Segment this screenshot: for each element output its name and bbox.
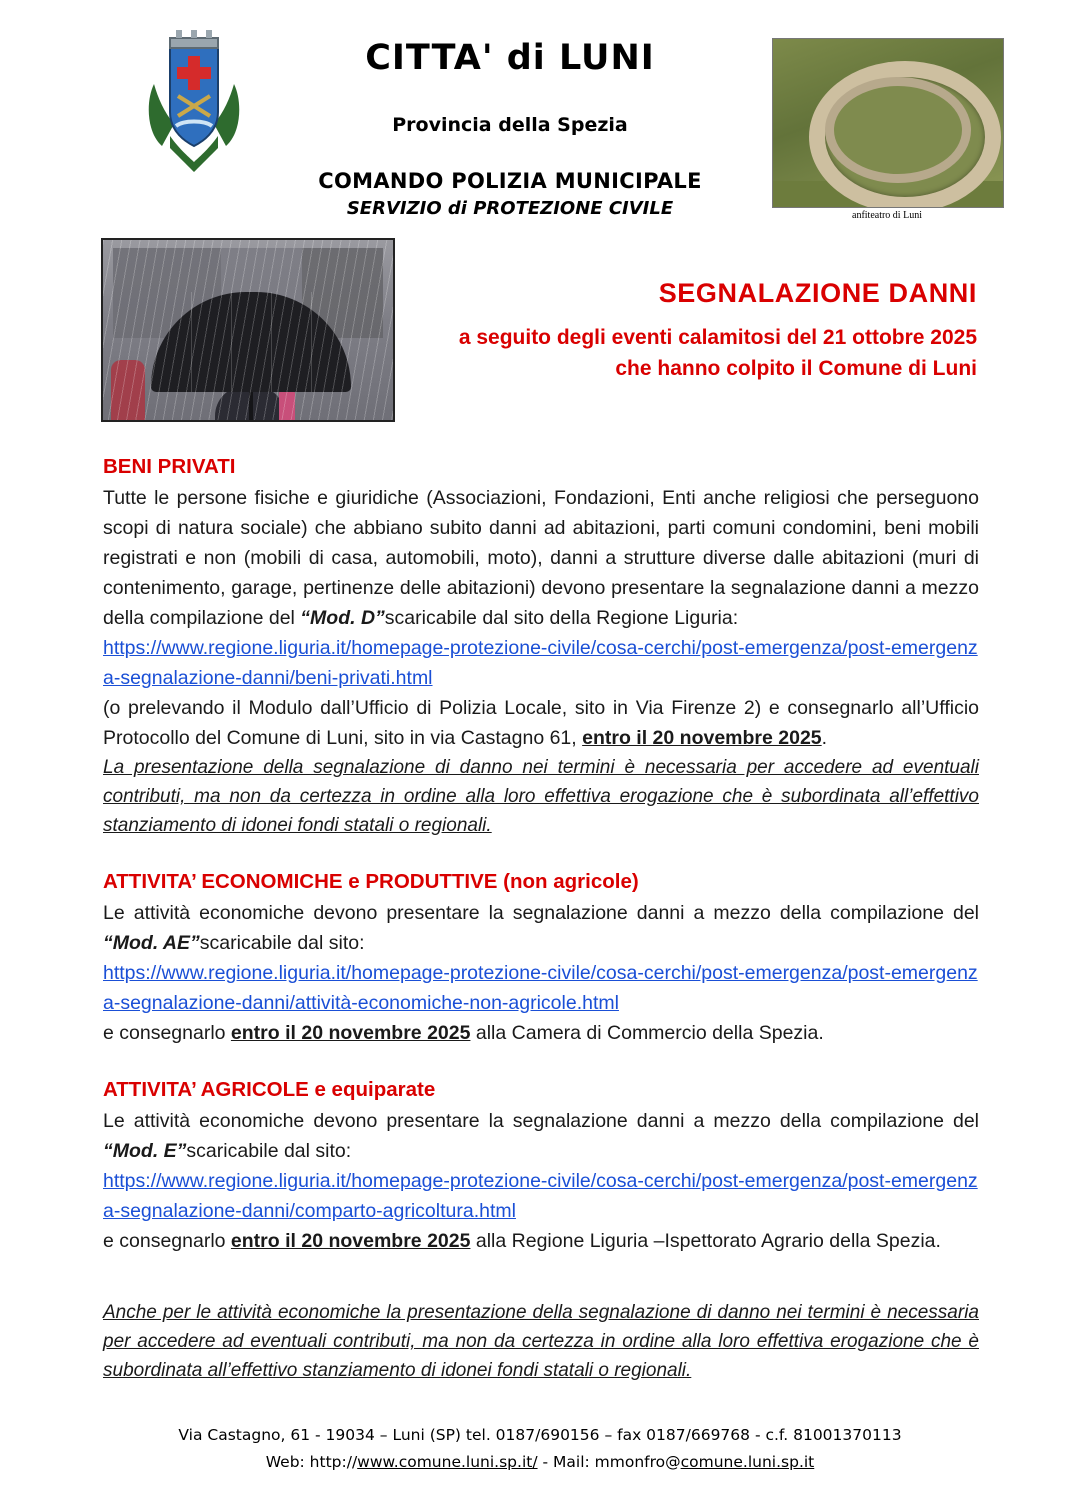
header-titles xyxy=(270,38,750,219)
footer-mail-domain[interactable]: comune.luni.sp.it xyxy=(680,1453,815,1471)
section-heading-agricultural: ATTIVITA’ AGRICOLE e equiparate xyxy=(103,1078,436,1101)
service-line: SERVIZIO di PROTEZIONE CIVILE xyxy=(346,198,674,219)
paragraph-agricultural-1 xyxy=(103,1106,979,1166)
city-crest-icon xyxy=(140,28,248,178)
agricultural-text-1: Le attività economiche devono presentare la segnalazione danni a mezzo della compilazione del xyxy=(103,1110,979,1132)
banner-subtitle-1: a seguito degli eventi calamitosi del 21 ottobre 2025 xyxy=(458,326,977,349)
economic-model: “Mod. AE” xyxy=(103,932,200,954)
banner-subtitle-2: che hanno colpito il Comune di Luni xyxy=(615,357,977,380)
paragraph-agricultural-link xyxy=(103,1166,979,1226)
link-beni-privati[interactable]: https://www.regione.liguria.it/homepage-protezione-civile/cosa-cerchi/post-emergenza/post-emergenza-segnalazione-danni/beni-privati.html xyxy=(103,637,978,689)
paragraph-private-link xyxy=(103,633,979,693)
paragraph-economic-link xyxy=(103,958,979,1018)
banner-row xyxy=(0,232,1080,432)
economic-text-2: scaricabile dal sito: xyxy=(199,932,365,954)
section-heading-private: BENI PRIVATI xyxy=(103,455,236,478)
private-text-2: scaricabile dal sito della Regione Liguria: xyxy=(384,607,739,629)
economic-deadline: entro il 20 novembre 2025 xyxy=(230,1022,471,1044)
paragraph-private-note: La presentazione della segnalazione di danno nei termini è necessaria per accedere ad eventuali contributi, ma non da certezza in ordine alla loro effettiva erogazione che è subordinata all’effettivo stanziamento di idonei fondi statali o regionali. xyxy=(103,757,979,836)
paragraph-final-note: Anche per le attività economiche la presentazione della segnalazione di danno nei termini è necessaria per accedere ad eventuali contributi, ma non da certezza in ordine alla loro effettiva erogazione che è subordinata all’effettivo stanziamento di idonei fondi statali o regionali. xyxy=(103,1302,979,1381)
page-title: CITTA' di LUNI xyxy=(365,38,655,78)
document-body xyxy=(103,455,979,1385)
paragraph-private-2 xyxy=(103,693,979,753)
section-heading-economic: ATTIVITA’ ECONOMICHE e PRODUTTIVE (non agricole) xyxy=(103,870,639,893)
agricultural-deadline: entro il 20 novembre 2025 xyxy=(230,1230,471,1252)
paragraph-agricultural-2 xyxy=(103,1226,979,1256)
private-model: “Mod. D” xyxy=(300,607,385,629)
footer-web-link[interactable]: www.comune.luni.sp.it/ xyxy=(357,1453,538,1471)
economic-text-3-post: alla Camera di Commercio della Spezia. xyxy=(470,1022,824,1044)
agricultural-model: “Mod. E” xyxy=(103,1140,187,1162)
amphitheatre-photo-block xyxy=(772,38,1002,221)
footer-contacts xyxy=(0,1449,1080,1476)
document-footer xyxy=(0,1422,1080,1476)
paragraph-economic-2 xyxy=(103,1018,979,1048)
umbrella-photo xyxy=(101,238,395,422)
private-text-1: Tutte le persone fisiche e giuridiche (Associazioni, Fondazioni, Enti anche religiosi che perseguono scopi di natura sociale) che abbiano subito danni ad abitazioni, parti comuni condomini, beni mobili registrati e non (mobili di casa, automobili, moto), danni a strutture diverse dalle abitazioni (muri di contenimento, garage, pertinenze delle abitazioni) devono presentare la segnalazione danni a mezzo della compilazione del xyxy=(103,487,979,629)
private-deadline: entro il 20 novembre 2025 xyxy=(582,727,822,749)
photo-caption: anfiteatro di Luni xyxy=(852,210,922,221)
private-text-3-end: . xyxy=(821,727,828,749)
economic-text-3-pre: e consegnarlo xyxy=(103,1022,231,1044)
footer-mail-label: - Mail: mmonfro@ xyxy=(537,1453,681,1471)
footer-address: Via Castagno, 61 - 19034 – Luni (SP) tel. 0187/690156 – fax 0187/669768 - c.f. 81001370113 xyxy=(178,1426,902,1444)
banner-title: SEGNALAZIONE DANNI xyxy=(658,278,977,308)
amphitheatre-photo xyxy=(772,38,1004,208)
agricultural-text-3-post: alla Regione Liguria –Ispettorato Agrario della Spezia. xyxy=(470,1230,941,1252)
economic-text-1: Le attività economiche devono presentare la segnalazione danni a mezzo della compilazione del xyxy=(103,902,979,924)
banner-text xyxy=(357,278,977,381)
link-attivita-economiche[interactable]: https://www.regione.liguria.it/homepage-protezione-civile/cosa-cerchi/post-emergenza/post-emergenza-segnalazione-danni/attività-economiche-non-agricole.html xyxy=(103,962,978,1014)
command-line: COMANDO POLIZIA MUNICIPALE xyxy=(318,169,702,193)
paragraph-economic-1 xyxy=(103,898,979,958)
province-subtitle: Provincia della Spezia xyxy=(392,114,628,136)
agricultural-text-2: scaricabile dal sito: xyxy=(186,1140,352,1162)
private-text-3: (o prelevando il Modulo dall’Ufficio di Polizia Locale, sito in Via Firenze 2) e consegnarlo all’Ufficio Protocollo del Comune di Luni, sito in via Castagno 61, xyxy=(103,697,979,749)
footer-web-label: Web: http:// xyxy=(265,1453,358,1471)
agricultural-text-3-pre: e consegnarlo xyxy=(103,1230,231,1252)
document-header xyxy=(0,0,1080,232)
link-comparto-agricoltura[interactable]: https://www.regione.liguria.it/homepage-protezione-civile/cosa-cerchi/post-emergenza/post-emergenza-segnalazione-danni/comparto-agricoltura.html xyxy=(103,1170,978,1222)
paragraph-private-1 xyxy=(103,483,979,633)
